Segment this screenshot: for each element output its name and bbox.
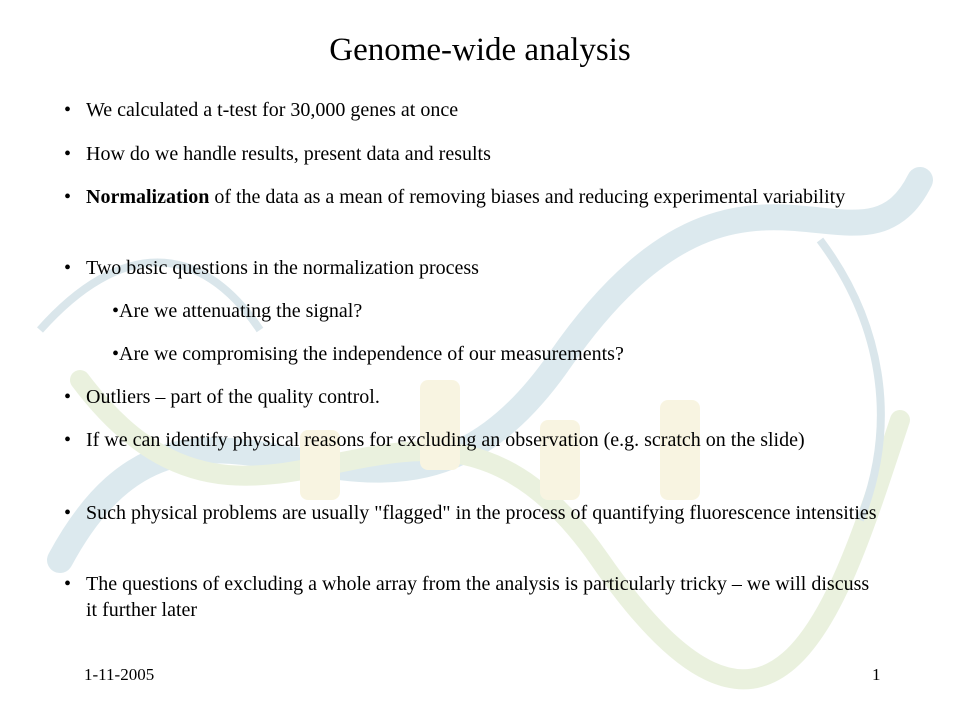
bullet-text: If we can identify physical reasons for excluding an observation (e.g. scratch on the slide) [86, 429, 805, 451]
bullet-icon: • [64, 573, 72, 595]
bullet-text: We calculated a t-test for 30,000 genes at once [86, 99, 459, 121]
bullet-icon: • [64, 257, 72, 279]
bullet-bold-text: Normalization [86, 186, 210, 208]
page-title: Genome-wide analysis [329, 32, 631, 68]
bullet-text: Such physical problems are usually "flagged" in the process of quantifying fluorescence intensities [86, 502, 877, 524]
footer-date: 1-11-2005 [84, 665, 155, 684]
bullet-icon: • [64, 99, 72, 121]
bullet-icon: • [64, 429, 72, 451]
bullet-text: How do we handle results, present data and results [86, 143, 491, 165]
sub-bullet-attenuating: •Are we attenuating the signal? [112, 300, 363, 322]
sub-bullet-independence: •Are we compromising the independence of our measurements? [112, 343, 624, 365]
bullet-icon: • [64, 386, 72, 408]
bullet-icon: • [64, 143, 72, 165]
bullet-text: The questions of excluding a whole array from the analysis is particularly tricky – we will discuss it further later [86, 573, 870, 621]
bullet-icon: • [64, 186, 72, 208]
page-number: 1 [872, 665, 881, 684]
bullet-icon: • [64, 502, 72, 524]
bullet-text: Two basic questions in the normalization process [86, 257, 479, 279]
bullet-text: Outliers – part of the quality control. [86, 386, 380, 408]
bullet-text: of the data as a mean of removing biases and reducing experimental variability [209, 186, 846, 208]
